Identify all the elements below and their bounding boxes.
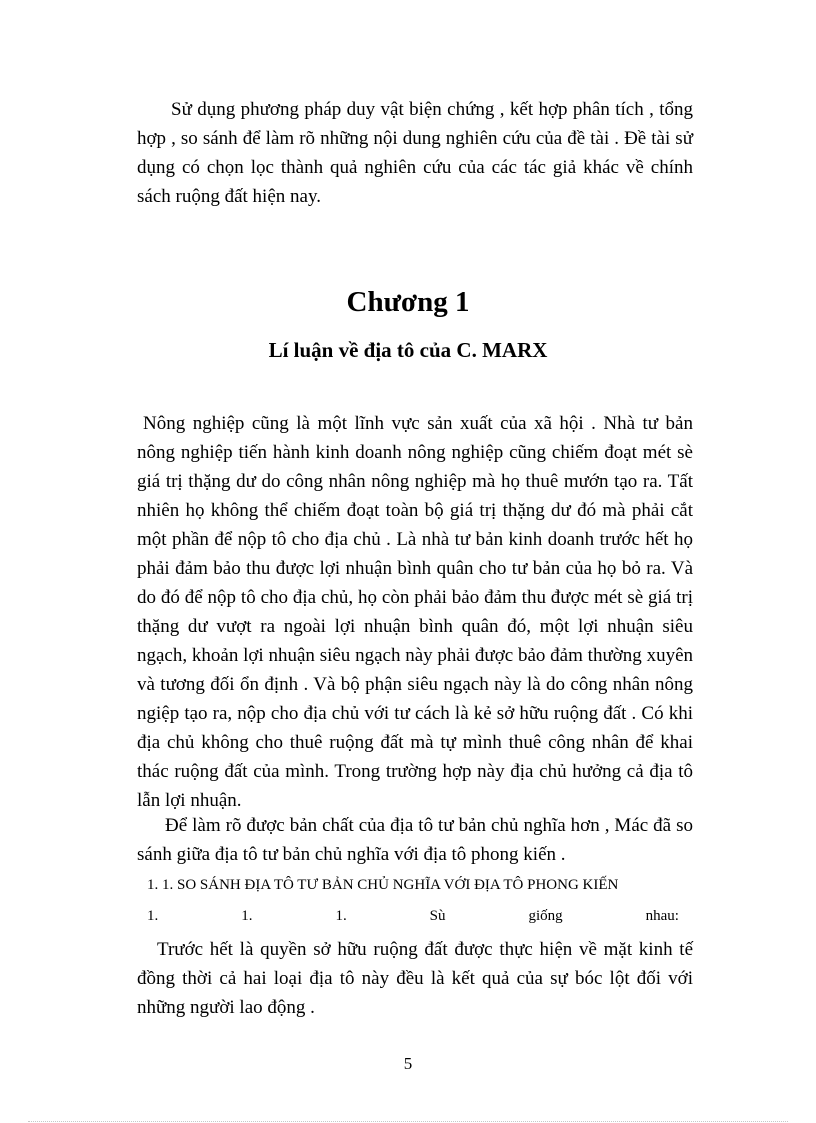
chapter-title: Chương 1 [346, 286, 470, 318]
subsection-heading [147, 905, 679, 927]
subsection-title-word: Sù [429, 908, 446, 924]
agriculture-paragraph: Nông nghiệp cũng là một lĩnh vực sản xuất của xã hội . Nhà tư bản nông nghiệp tiến hành kinh doanh nông nghiệp cũng chiếm đoạt mét sè giá trị thặng dư do công nhân nông nghiệp mà họ thuê mướn tạo ra. Tất nhiên họ không thể chiếm đoạt toàn bộ giá trị thặng dư đó mà phải cắt một phần để nộp tô cho địa chủ . Là nhà tư bản kinh doanh trước hết họ phải đảm bảo thu được lợi nhuận bình quân cho tư bản của họ bỏ ra. Và do đó để nộp tô cho địa chủ, họ còn phải bảo đảm thu được mét sè giá trị thặng dư vượt ra ngoài lợi nhuận bình quân đó, một lợi nhuận siêu ngạch, khoản lợi nhuận siêu ngạch này phải được bảo đảm thường xuyên và tương đối ổn định . Và bộ phận siêu ngạch này là do công nhân nông ngiệp tạo ra, nộp cho địa chủ với tư cách là kẻ sở hữu ruộng đất . Có khi địa chủ không cho thuê ruộng đất mà tự mình thuê công nhân để khai thác ruộng đất của mình. Trong trường hợp này địa chủ hưởng cả địa tô lẫn lợi nhuận. [137, 413, 693, 811]
marx-comparison-paragraph: Để làm rõ được bản chất của địa tô tư bản chủ nghĩa hơn , Mác đã so sánh giữa địa tô tư bản chủ nghĩa với địa tô phong kiến . [137, 815, 693, 865]
subsection-title-word: nhau: [645, 908, 679, 924]
page-bottom-divider [28, 1121, 788, 1122]
subsection-title-word: giống [528, 908, 563, 924]
subsection-number-part: 1. [147, 908, 159, 924]
page-number: 5 [403, 1054, 413, 1073]
section-heading: 1. 1. SO SÁNH ĐỊA TÔ TƯ BẢN CHỦ NGHĨA VỚI ĐỊA TÔ PHONG KIẾN [147, 877, 619, 893]
intro-paragraph: Sử dụng phương pháp duy vật biện chứng , kết hợp phân tích , tổng hợp , so sánh để làm rõ những nội dung nghiên cứu của đề tài . Đề tài sử dụng có chọn lọc thành quả nghiên cứu của các tác giả khác về chính sách ruộng đất hiện nay. [137, 99, 693, 207]
subsection-number-part: 1. [335, 908, 347, 924]
chapter-subtitle: Lí luận về địa tô của C. MARX [268, 338, 548, 362]
similarity-paragraph: Trước hết là quyền sở hữu ruộng đất được thực hiện về mặt kinh tế đồng thời cả hai loại địa tô này đều là kết quả của sự bóc lột đối với những người lao động . [137, 939, 693, 1018]
subsection-number-part: 1. [241, 908, 253, 924]
